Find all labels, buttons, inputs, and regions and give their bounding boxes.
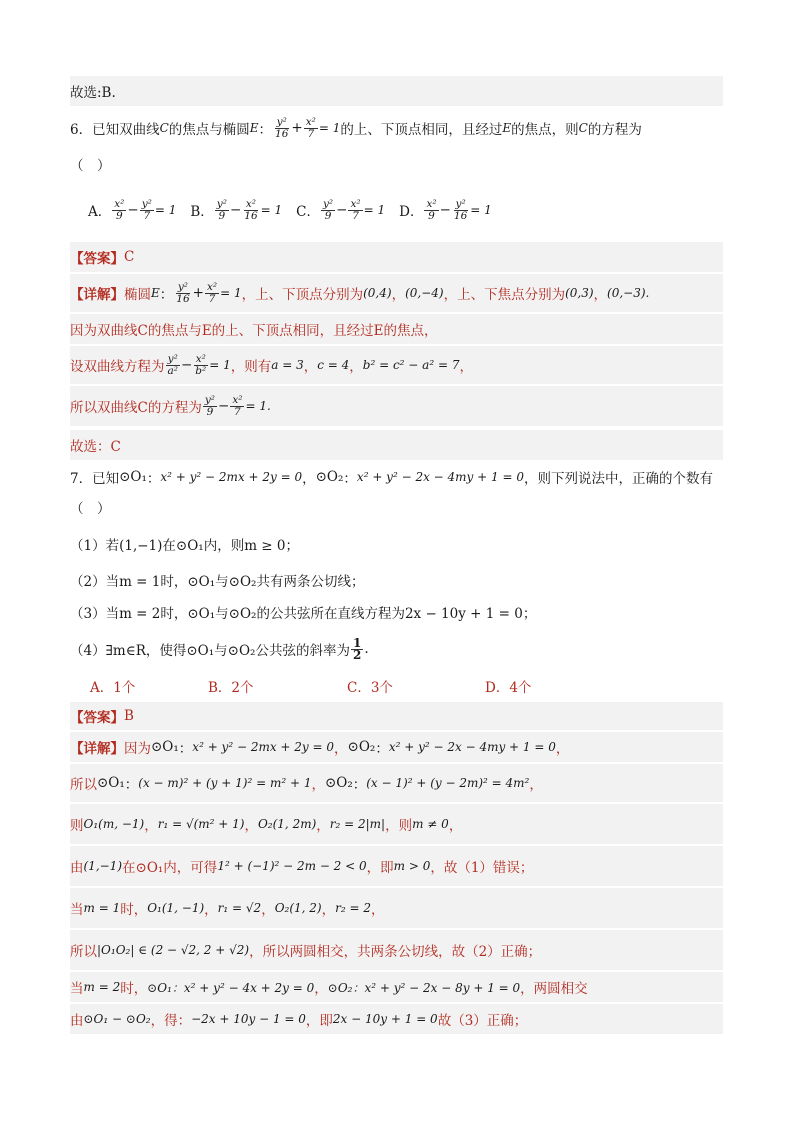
q6-var-c-2: C <box>578 121 588 135</box>
q6-eq-tail: = 1 <box>318 121 341 135</box>
q7-answer-line <box>70 702 723 730</box>
q6-stem-text: 6．已知双曲线 <box>70 122 160 138</box>
q7-detail-line-8: 由 ⊙O₁ − ⊙O₂ ，得： −2x + 10y − 1 = 0 ，即 2x − 10y + 1 = 0 故（3）正确； <box>70 1004 723 1034</box>
q6-stem-text-3: 的上、下顶点相同，且经过 <box>340 122 503 138</box>
q6-var-c: C <box>159 121 169 135</box>
q6-blank: （ ） <box>70 158 111 174</box>
q6-option-b[interactable]: B． $\frac{\text{y²}}{9}$ − $\frac{\text{x²}}{16}$ = 1 <box>190 197 283 222</box>
q7-option-d[interactable]: D．4个 <box>485 680 532 696</box>
q6-stem: 6．已知双曲线 C 的焦点与椭圆 E ： $\frac{\text{y²}}{16}$ + $\frac{\text{x²}}{7}$ = 1 的上、下顶点相同，且经过 E 的焦点，则 C 的方程为 <box>70 115 642 140</box>
q6-detail-line-4: 所以双曲线C的方程为 $\frac{\text{y²}}{9}$ − $\frac{\text{x²}}{7}$ = 1. <box>70 386 723 426</box>
q6-stem-text-4: 的焦点，则 <box>511 122 579 138</box>
q7-detail-line-1: 【详解】 因为 ⊙O₁ ： x² + y² − 2mx + 2y = 0 ， ⊙O₂ ： x² + y² − 2x − 4my + 1 = 0 ， <box>70 732 723 762</box>
q7-options <box>90 672 690 700</box>
q6-paren <box>70 152 723 176</box>
q7-detail-line-2: 所以 ⊙O₁ ： (x − m)² + (y + 1)² = m² + 1 ， ⊙O₂ ： (x − 1)² + (y − 2m)² = 4m² ， <box>70 764 723 802</box>
q7-statement-3: （3）当m = 2时，⊙O₁与⊙O₂的公共弦所在直线方程为2x − 10y + 1 = 0； <box>70 606 537 622</box>
q7-paren: （ ） <box>70 501 111 517</box>
q7-option-a[interactable]: A．1个 <box>90 680 136 696</box>
q6-stem-text-5: 的方程为 <box>587 122 642 138</box>
q6-options <box>88 192 708 228</box>
q6-colon: ： <box>258 122 273 138</box>
previous-answer: 故选:B. <box>70 85 116 101</box>
q6-answer-tag: 【答案】 <box>70 251 124 267</box>
previous-answer-line <box>70 76 723 106</box>
q6-ellipse-frac-2: $\frac{\text{x²}}{7}$ <box>305 115 316 140</box>
q6-var-e: E <box>249 121 259 135</box>
q6-detail-line-2: 因为双曲线C的焦点与E的上、下顶点相同，且经过E的焦点， <box>70 314 723 344</box>
q7-stem: 7．已知 ⊙O₁ ： x² + y² − 2mx + 2y = 0 ， ⊙O₂ ： x² + y² − 2x − 4my + 1 = 0 ，则下列说法中，正确的个数有 <box>70 469 713 487</box>
q7-statement-1: （1）若(1,−1)在⊙O₁内，则m ≥ 0； <box>70 538 299 554</box>
q7-statement-4: （4）∃m∈R，使得⊙O₁与⊙O₂公共弦的斜率为 $\frac{1}{2}$ . <box>70 635 369 662</box>
q6-answer: C <box>124 249 135 265</box>
q7-answer: B <box>124 708 134 724</box>
q6-detail-line-5: 故选：C <box>70 430 723 460</box>
q7-option-c[interactable]: C．3个 <box>347 680 393 696</box>
q7-detail-line-4: 由 (1,−1) 在⊙O₁内，可得 1² + (−1)² − 2m − 2 < 0 ，即 m > 0 ，故（1）错误； <box>70 846 723 886</box>
q6-detail-line-1: 【详解】 椭圆 E ： $\frac{\text{y²}}{16}$ + $\frac{\text{x²}}{7}$ = 1 ，上、下顶点分别为 (0,4) ， (0,−4) ，上、下焦点分别为 (0,3) ， (0,−3). <box>70 274 723 312</box>
q6-option-d[interactable]: D． $\frac{\text{x²}}{9}$ − $\frac{\text{y²}}{16}$ = 1 <box>399 197 492 222</box>
q7-statement-2: （2）当m = 1时，⊙O₁与⊙O₂共有两条公切线； <box>70 574 365 590</box>
q7-detail-line-3: 则 O₁(m, −1) ， r₁ = √(m² + 1) ， O₂(1, 2m) ， r₂ = 2|m| ，则 m ≠ 0 ， <box>70 804 723 844</box>
q6-option-a[interactable]: A． $\frac{\text{x²}}{9}$ − $\frac{\text{y²}}{7}$ = 1 <box>88 197 177 222</box>
q7-option-b[interactable]: B．2个 <box>208 680 254 696</box>
q6-option-c[interactable]: C． $\frac{\text{y²}}{9}$ − $\frac{\text{x²}}{7}$ = 1 <box>296 197 386 222</box>
q7-detail-line-6: 所以 |O₁O₂| ∈ (2 − √2, 2 + √2) ，所以两圆相交，共两条公切线，故（2）正确； <box>70 930 723 970</box>
q7-answer-tag: 【答案】 <box>70 710 124 726</box>
q6-stem-text-2: 的焦点与椭圆 <box>168 122 250 138</box>
q6-answer-line <box>70 242 723 272</box>
q6-var-e-2: E <box>502 121 512 135</box>
q6-ellipse-frac-1: $\frac{\text{y²}}{16}$ <box>275 115 289 140</box>
q7-detail-line-5: 当 m = 1 时， O₁(1, −1) ， r₁ = √2 ， O₂(1, 2) ， r₂ = 2 ， <box>70 888 723 928</box>
q7-detail-line-7: 当 m = 2 时， ⊙O₁：x² + y² − 4x + 2y = 0 ， ⊙O₂：x² + y² − 2x − 8y + 1 = 0 ，两圆相交 <box>70 972 723 1002</box>
q6-detail-tag: 【详解】 <box>70 287 124 303</box>
q6-detail-line-3: 设双曲线方程为 $\frac{\text{y²}}{\text{a²}}$ − $\frac{\text{x²}}{\text{b²}}$ = 1 ，则有 a = 3 ， c = 4 ， b² = c² − a² = 7 ， <box>70 346 723 384</box>
